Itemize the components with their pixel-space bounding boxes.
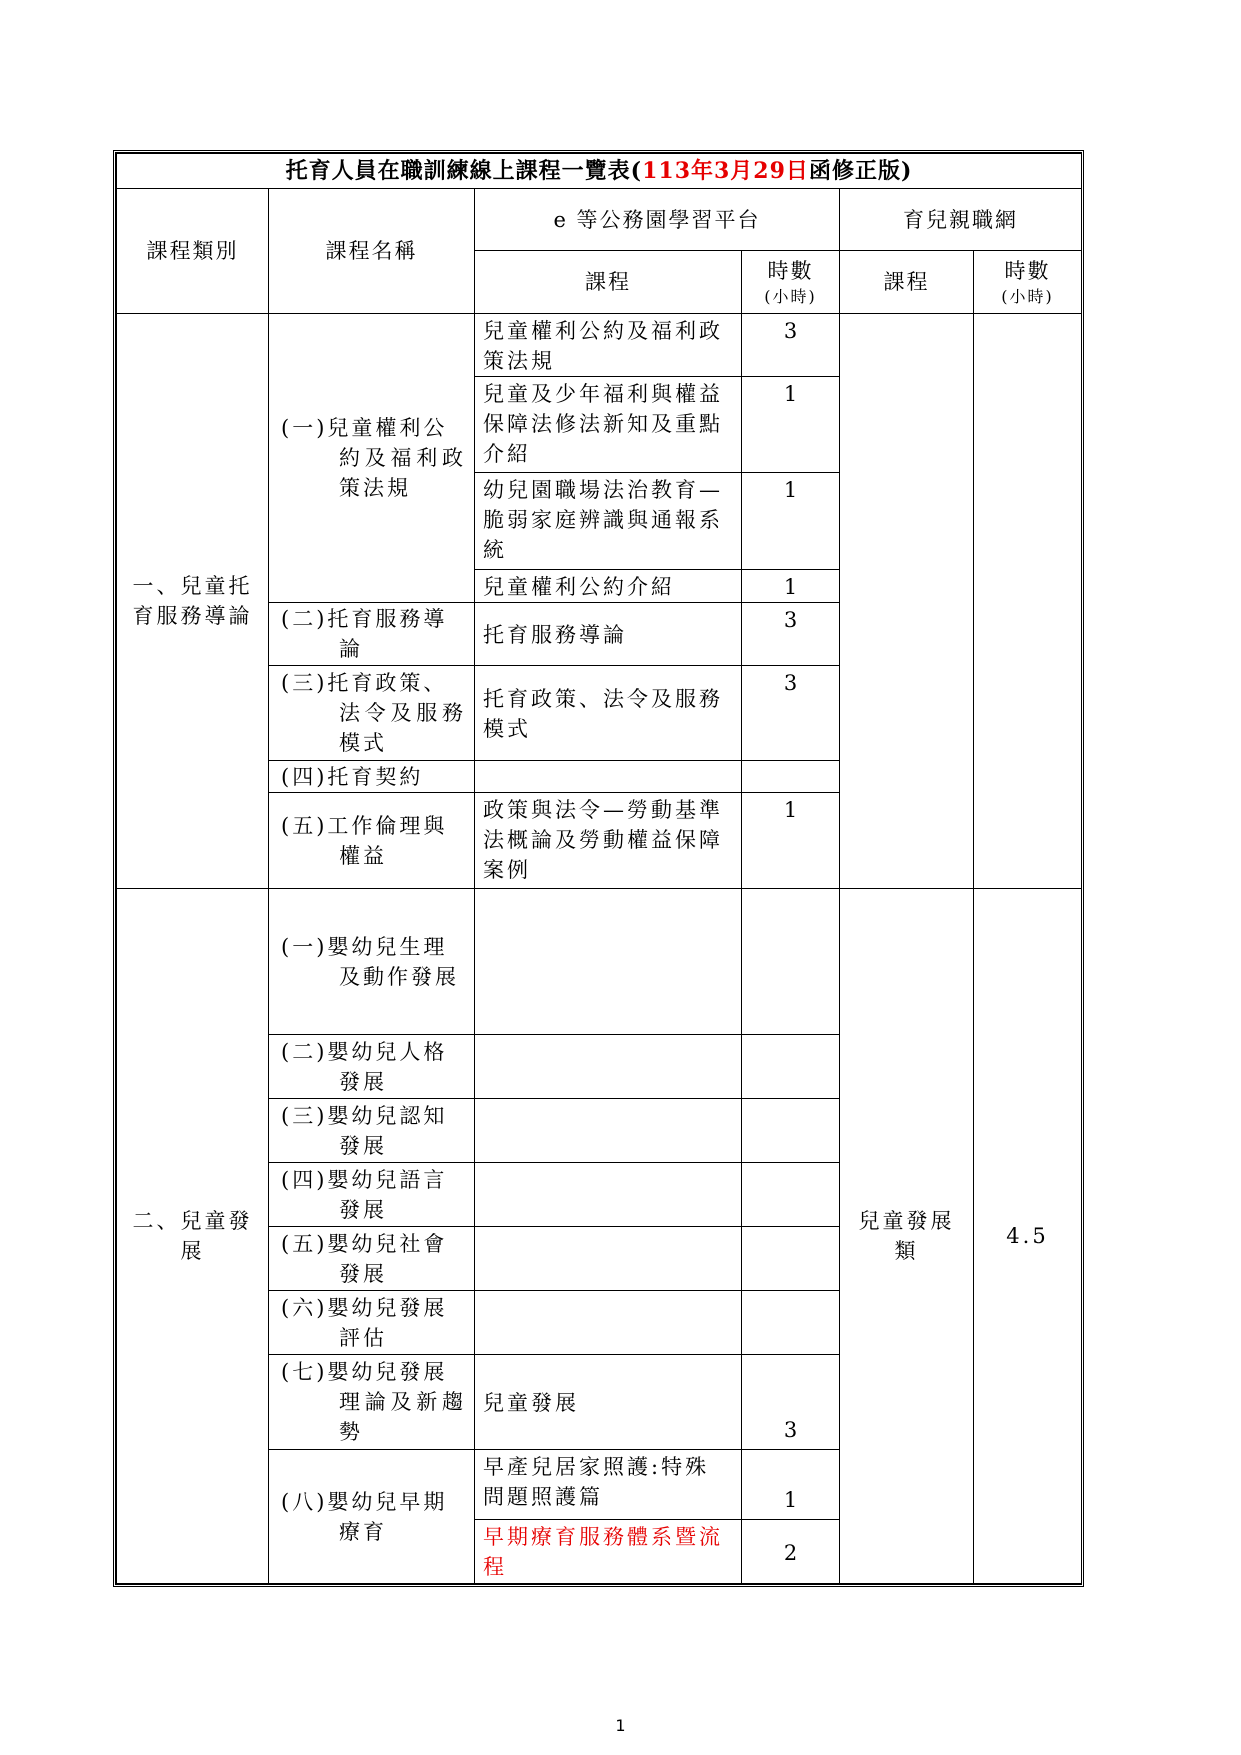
header-category: 課程類別: [117, 189, 269, 314]
header-hours-a: [742, 251, 840, 314]
section2-item6-name: [269, 1291, 475, 1355]
course-title: [475, 1291, 742, 1355]
course-hours: 1: [742, 377, 840, 473]
section2-item8-name-lead: (八)嬰幼兒早期: [281, 1489, 448, 1514]
course-title: [475, 889, 742, 1035]
course-title: 兒童發展: [475, 1355, 742, 1450]
header-hours-a-label: 時數: [767, 259, 814, 283]
course-table: [116, 153, 1082, 1584]
section2-item1-name: [269, 889, 475, 1035]
header-course-name: 課程名稱: [269, 189, 475, 314]
section2-item6-name-lead: (六)嬰幼兒發展: [281, 1295, 448, 1320]
header-platform-egov: e 等公務園學習平台: [475, 189, 840, 251]
course-table-frame: [113, 150, 1084, 1587]
course-title: 托育政策、法令及服務模式: [475, 666, 742, 761]
section2-item5-name-lead: (五)嬰幼兒社會: [281, 1231, 448, 1256]
course-hours: 2: [742, 1520, 840, 1584]
section2-item5-name: [269, 1227, 475, 1291]
section2-platform-b-course: 兒童發展類: [840, 889, 974, 1584]
course-title: 幼兒園職場法治教育—脆弱家庭辨識與通報系統: [475, 473, 742, 570]
course-hours: [742, 1227, 840, 1291]
course-title: [475, 1035, 742, 1099]
course-title: [475, 761, 742, 793]
section1-item5-name-rest: 權益: [339, 843, 387, 868]
section2-item6-name-rest: 評估: [339, 1325, 387, 1350]
header-hours-b-label: 時數: [1004, 259, 1051, 283]
section2-platform-b-hours: 4.5: [974, 889, 1082, 1584]
section2-item1-name-lead: (一)嬰幼兒生理: [281, 934, 448, 959]
section1-item5-name: [269, 793, 475, 889]
section1-item5-name-lead: (五)工作倫理與: [281, 813, 448, 838]
section2-item4-name-rest: 發展: [339, 1197, 387, 1222]
section2-item7-name: [269, 1355, 475, 1450]
course-hours: [742, 1163, 840, 1227]
section1-platform-b-course: [840, 314, 974, 889]
course-title: 托育服務導論: [475, 603, 742, 666]
course-hours: 1: [742, 793, 840, 889]
course-title: [475, 1227, 742, 1291]
header-hours-b-unit: (小時): [1001, 287, 1054, 306]
title-suffix: 函修正版): [808, 158, 913, 184]
header-hours-b: [974, 251, 1082, 314]
course-hours: 1: [742, 1450, 840, 1520]
header-course-b: 課程: [840, 251, 974, 314]
section2-category: 二、兒童發展: [117, 889, 269, 1584]
section1-item2-name-rest: 論: [339, 637, 363, 661]
section1-item3-name: [269, 666, 475, 761]
section2-item3-name-rest: 發展: [339, 1133, 387, 1158]
course-title: 政策與法令—勞動基準法概論及勞動權益保障案例: [475, 793, 742, 889]
course-title: 兒童權利公約介紹: [475, 570, 742, 603]
section2-item3-name: [269, 1099, 475, 1163]
section1-item4-name: (四)托育契約: [269, 761, 475, 793]
course-hours: [742, 889, 840, 1035]
section1-item1-name: [269, 314, 475, 603]
course-hours: 3: [742, 1355, 840, 1450]
section1-item2-name: [269, 603, 475, 666]
title-prefix: 托育人員在職訓練線上課程一覽表(: [285, 158, 643, 184]
course-hours: [742, 761, 840, 793]
table-title: [117, 154, 1082, 189]
header-platform-parenting: 育兒親職網: [840, 189, 1082, 251]
course-hours: 1: [742, 570, 840, 603]
page-number: 1: [615, 1716, 626, 1735]
course-title: [475, 1099, 742, 1163]
course-hours: [742, 1035, 840, 1099]
course-title: [475, 1163, 742, 1227]
course-hours: 3: [742, 603, 840, 666]
course-hours: 3: [742, 666, 840, 761]
course-hours: [742, 1291, 840, 1355]
section2-item7-name-rest: 理論及新趨勢: [339, 1390, 466, 1444]
course-hours: [742, 1099, 840, 1163]
course-hours: 1: [742, 473, 840, 570]
header-course-a: 課程: [475, 251, 742, 314]
section1-platform-b-hours: [974, 314, 1082, 889]
section2-item2-name-lead: (二)嬰幼兒人格: [281, 1039, 448, 1064]
course-title: 早期療育服務體系暨流程: [475, 1520, 742, 1584]
section2-item4-name: [269, 1163, 475, 1227]
section2-item2-name-rest: 發展: [339, 1069, 387, 1094]
section2-item2-name: [269, 1035, 475, 1099]
section2-item5-name-rest: 發展: [339, 1261, 387, 1286]
section2-item7-name-lead: (七)嬰幼兒發展: [281, 1360, 448, 1384]
course-hours: 3: [742, 314, 840, 377]
title-date: 113年3月29日: [642, 158, 809, 184]
section1-category: 一、兒童托育服務導論: [117, 314, 269, 889]
section2-item4-name-lead: (四)嬰幼兒語言: [281, 1167, 448, 1192]
header-hours-a-unit: (小時): [764, 287, 817, 306]
section1-item1-name-lead: (一)兒童權利公: [281, 416, 448, 440]
course-title: 兒童及少年福利與權益保障法修法新知及重點介紹: [475, 377, 742, 473]
course-title: 早產兒居家照護:特殊問題照護篇: [475, 1450, 742, 1520]
section2-item8-name: [269, 1450, 475, 1584]
section1-item2-name-lead: (二)托育服務導: [281, 607, 448, 631]
section1-item3-name-rest: 法令及服務模式: [339, 701, 466, 755]
section2-item8-name-rest: 療育: [339, 1519, 387, 1544]
section2-item1-name-rest: 及動作發展: [339, 964, 459, 989]
section2-item3-name-lead: (三)嬰幼兒認知: [281, 1103, 448, 1128]
section1-item3-name-lead: (三)托育政策、: [281, 671, 448, 695]
course-title: 兒童權利公約及福利政策法規: [475, 314, 742, 377]
section1-item1-name-rest: 約及福利政策法規: [339, 446, 466, 500]
